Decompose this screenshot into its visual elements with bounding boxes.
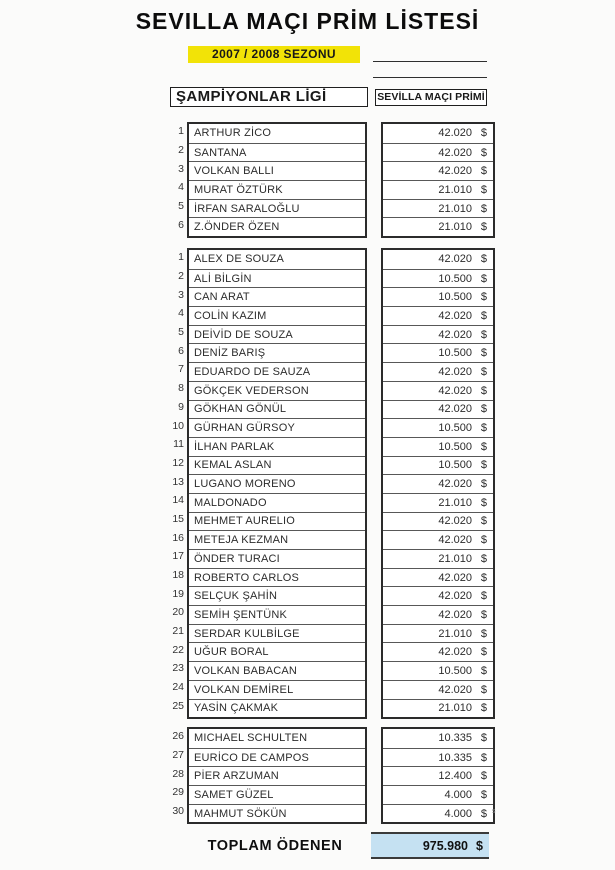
amount-value: 42.020: [438, 328, 472, 341]
row-amount: [383, 493, 493, 512]
amount-value: 10.500: [438, 272, 472, 285]
season-badge: 2007 / 2008 SEZONU: [188, 46, 360, 63]
amount-value: 42.020: [438, 309, 472, 322]
currency-symbol: $: [480, 751, 487, 764]
amount-value: 42.020: [438, 146, 472, 159]
player-name: MICHAEL SCHULTEN: [194, 732, 308, 745]
amount-value: 21.010: [438, 202, 472, 215]
row-amount: [383, 699, 493, 718]
currency-symbol: $: [480, 478, 487, 491]
row-number-column: [167, 248, 187, 715]
amount-value: 10.500: [438, 291, 472, 304]
row-amount: [383, 804, 493, 823]
amount-value: 21.010: [438, 496, 472, 509]
player-name: VOLKAN BALLI: [189, 161, 365, 180]
row-number: 22: [172, 643, 184, 656]
currency-symbol: $: [480, 627, 487, 640]
player-name: DENİZ BARIŞ: [189, 343, 365, 362]
row-number: 28: [172, 767, 184, 780]
row-number: 7: [178, 363, 184, 376]
row-amount: [383, 124, 493, 143]
amount-value: 42.020: [438, 646, 472, 659]
player-name: SERDAR KULBİLGE: [189, 624, 365, 643]
amount-value: 10.500: [438, 347, 472, 360]
row-number: 5: [178, 200, 184, 213]
player-name: SANTANA: [189, 143, 365, 162]
player-name: ARTHUR ZİCO: [194, 127, 272, 140]
row-number: 11: [173, 438, 184, 451]
currency-symbol: $: [480, 291, 487, 304]
currency-symbol: $: [480, 496, 487, 509]
row-amount: [383, 766, 493, 785]
currency-symbol: $: [480, 664, 487, 677]
total-amount-box: [371, 832, 489, 859]
page-title: SEVILLA MAÇI PRİM LİSTESİ: [135, 8, 480, 34]
row-number-column: [167, 122, 187, 234]
amount-value: 10.335: [438, 732, 472, 745]
player-name: SELÇUK ŞAHİN: [189, 586, 365, 605]
amount-value: 42.020: [438, 683, 472, 696]
row-amount: [383, 400, 493, 419]
row-amount: [383, 287, 493, 306]
row-number: 4: [178, 181, 184, 194]
amount-value: 10.500: [438, 664, 472, 677]
currency-symbol: $: [480, 608, 487, 621]
amount-value: 21.010: [438, 702, 472, 715]
amount-value: 42.020: [438, 127, 472, 140]
currency-symbol: $: [480, 202, 487, 215]
row-number: 30: [172, 805, 184, 818]
player-name: EURİCO DE CAMPOS: [189, 748, 365, 767]
currency-symbol: $: [480, 384, 487, 397]
row-amount: [383, 785, 493, 804]
amount-value: 21.010: [438, 627, 472, 640]
amount-value: 12.400: [438, 770, 472, 783]
player-name: SAMET GÜZEL: [189, 785, 365, 804]
player-name: YASİN ÇAKMAK: [189, 699, 365, 718]
player-name: VOLKAN BABACAN: [189, 661, 365, 680]
player-name: UĞUR BORAL: [189, 642, 365, 661]
row-amount: [383, 530, 493, 549]
amount-value: 42.020: [438, 253, 472, 266]
currency-symbol: $: [480, 590, 487, 603]
row-number: 3: [178, 162, 184, 175]
currency-symbol: $: [480, 646, 487, 659]
row-number: 25: [172, 699, 184, 712]
row-amount: [383, 568, 493, 587]
row-number: 1: [178, 251, 184, 264]
row-amount: [383, 748, 493, 767]
currency-symbol: $: [480, 683, 487, 696]
row-number: 5: [178, 326, 184, 339]
player-name: LUGANO MORENO: [189, 474, 365, 493]
currency-symbol: $: [480, 127, 487, 140]
player-name: VOLKAN DEMİREL: [189, 680, 365, 699]
player-name: ÖNDER TURACI: [189, 549, 365, 568]
row-amount: [383, 250, 493, 269]
player-name: İLHAN PARLAK: [189, 437, 365, 456]
player-name: EDUARDO DE SAUZA: [189, 362, 365, 381]
amount-value: 21.010: [438, 552, 472, 565]
amount-value: 42.020: [438, 403, 472, 416]
row-number: 10: [172, 419, 184, 432]
currency-symbol: $: [480, 702, 487, 715]
player-name: ALEX DE SOUZA: [194, 253, 285, 266]
row-number: 13: [172, 475, 184, 488]
row-amount: [383, 474, 493, 493]
row-amount: [383, 549, 493, 568]
row-amount: [383, 680, 493, 699]
amount-value: 42.020: [438, 478, 472, 491]
amount-value: 42.020: [438, 365, 472, 378]
row-number: 21: [172, 625, 184, 638]
currency-symbol: $: [480, 347, 487, 360]
currency-symbol: $: [480, 272, 487, 285]
row-number: 12: [172, 456, 184, 469]
amount-value: 42.020: [438, 571, 472, 584]
currency-symbol: $: [480, 807, 487, 820]
amount-value: 21.010: [438, 221, 472, 234]
row-amount: [383, 624, 493, 643]
currency-symbol: $: [480, 221, 487, 234]
row-amount: [383, 661, 493, 680]
total-label: TOPLAM ÖDENEN: [207, 838, 343, 854]
row-number: 4: [178, 307, 184, 320]
currency-symbol: $: [480, 309, 487, 322]
currency-symbol: $: [480, 459, 487, 472]
amount-value: 10.500: [438, 459, 472, 472]
player-group-1: [167, 122, 495, 238]
row-number: 18: [172, 569, 184, 582]
currency-symbol: $: [480, 515, 487, 528]
player-name: GÖKHAN GÖNÜL: [189, 400, 365, 419]
currency-symbol: $: [480, 365, 487, 378]
amount-box: [381, 248, 495, 719]
currency-symbol: $: [480, 183, 487, 196]
player-name: GÜRHAN GÜRSOY: [189, 418, 365, 437]
currency-symbol: $: [480, 732, 487, 745]
row-number: 6: [178, 218, 184, 231]
row-number: 2: [178, 144, 184, 157]
row-amount: [383, 418, 493, 437]
currency-symbol: $: [480, 770, 487, 783]
player-name: MAHMUT SÖKÜN: [189, 804, 365, 823]
row-number: 27: [172, 749, 184, 762]
amount-box: [381, 122, 495, 238]
amount-box: [381, 727, 495, 824]
currency-symbol: $: [480, 328, 487, 341]
player-name-box: [187, 122, 367, 238]
player-name: COLİN KAZIM: [189, 306, 365, 325]
amount-value: 42.020: [438, 590, 472, 603]
row-amount: [383, 325, 493, 344]
amount-value: 42.020: [438, 608, 472, 621]
currency-symbol: $: [480, 571, 487, 584]
row-number: 2: [178, 270, 184, 283]
player-name: ALİ BİLGİN: [189, 269, 365, 288]
player-name: SEMİH ŞENTÜNK: [189, 605, 365, 624]
currency-symbol: $: [480, 552, 487, 565]
player-name: PİER ARZUMAN: [189, 766, 365, 785]
signature-line-1: [373, 61, 487, 62]
row-number: 24: [172, 681, 184, 694]
row-amount: [383, 381, 493, 400]
currency-symbol: $: [480, 253, 487, 266]
row-amount: [383, 512, 493, 531]
player-name-box: [187, 248, 367, 719]
row-amount: [383, 456, 493, 475]
amount-value: 42.020: [438, 384, 472, 397]
player-group-2: [167, 248, 495, 719]
total-amount-value: 975.980: [422, 838, 468, 853]
row-amount: [383, 343, 493, 362]
row-amount: [383, 437, 493, 456]
player-name: MURAT ÖZTÜRK: [189, 180, 365, 199]
currency-symbol: $: [480, 422, 487, 435]
signature-line-2: [373, 77, 487, 78]
player-group-3: [167, 727, 495, 824]
row-amount: [383, 729, 493, 748]
amount-value: 10.500: [438, 422, 472, 435]
row-amount: [383, 143, 493, 162]
amount-value: 42.020: [438, 165, 472, 178]
row-amount: [383, 269, 493, 288]
amount-value: 21.010: [438, 183, 472, 196]
amount-column-header: SEVİLLA MAÇI PRİMİ: [375, 89, 487, 106]
row-number: 6: [178, 344, 184, 357]
player-name: MEHMET AURELIO: [189, 512, 365, 531]
player-name: Z.ÖNDER ÖZEN: [189, 217, 365, 236]
currency-symbol: $: [480, 165, 487, 178]
player-name: MALDONADO: [189, 493, 365, 512]
row-number: 16: [172, 531, 184, 544]
row-amount: [383, 217, 493, 236]
row-number: 3: [178, 288, 184, 301]
amount-value: 4.000: [444, 807, 472, 820]
player-name: CAN ARAT: [189, 287, 365, 306]
player-name: İRFAN SARALOĞLU: [189, 199, 365, 218]
row-number: 17: [172, 550, 184, 563]
currency-symbol: $: [480, 146, 487, 159]
amount-value: 10.500: [438, 440, 472, 453]
row-amount: [383, 605, 493, 624]
currency-symbol: $: [480, 788, 487, 801]
row-amount: [383, 586, 493, 605]
currency-symbol: $: [480, 534, 487, 547]
amount-value: 10.335: [438, 751, 472, 764]
currency-symbol: $: [480, 403, 487, 416]
currency-symbol: $: [480, 440, 487, 453]
player-name: KEMAL ASLAN: [189, 456, 365, 475]
row-number: 1: [178, 125, 184, 138]
row-number: 8: [178, 382, 184, 395]
row-number: 19: [172, 587, 184, 600]
row-amount: [383, 362, 493, 381]
row-number: 15: [172, 512, 184, 525]
row-number: 29: [172, 786, 184, 799]
amount-value: 42.020: [438, 534, 472, 547]
league-header: ŞAMPİYONLAR LİGİ: [170, 87, 368, 107]
row-amount: [383, 642, 493, 661]
player-name-box: [187, 727, 367, 824]
amount-value: 42.020: [438, 515, 472, 528]
row-number: 23: [172, 662, 184, 675]
row-number: 20: [172, 606, 184, 619]
row-number: 26: [172, 730, 184, 743]
row-number-column: [167, 727, 187, 820]
row-amount: [383, 180, 493, 199]
row-number: 9: [178, 400, 184, 413]
currency-symbol: $: [476, 838, 483, 853]
player-name: DEİVİD DE SOUZA: [189, 325, 365, 344]
row-amount: [383, 199, 493, 218]
row-number: 14: [172, 494, 184, 507]
scan-artifact: s: [492, 808, 496, 815]
amount-value: 4.000: [444, 788, 472, 801]
player-name: ROBERTO CARLOS: [189, 568, 365, 587]
row-amount: [383, 161, 493, 180]
player-name: METEJA KEZMAN: [189, 530, 365, 549]
player-name: GÖKÇEK VEDERSON: [189, 381, 365, 400]
row-amount: [383, 306, 493, 325]
